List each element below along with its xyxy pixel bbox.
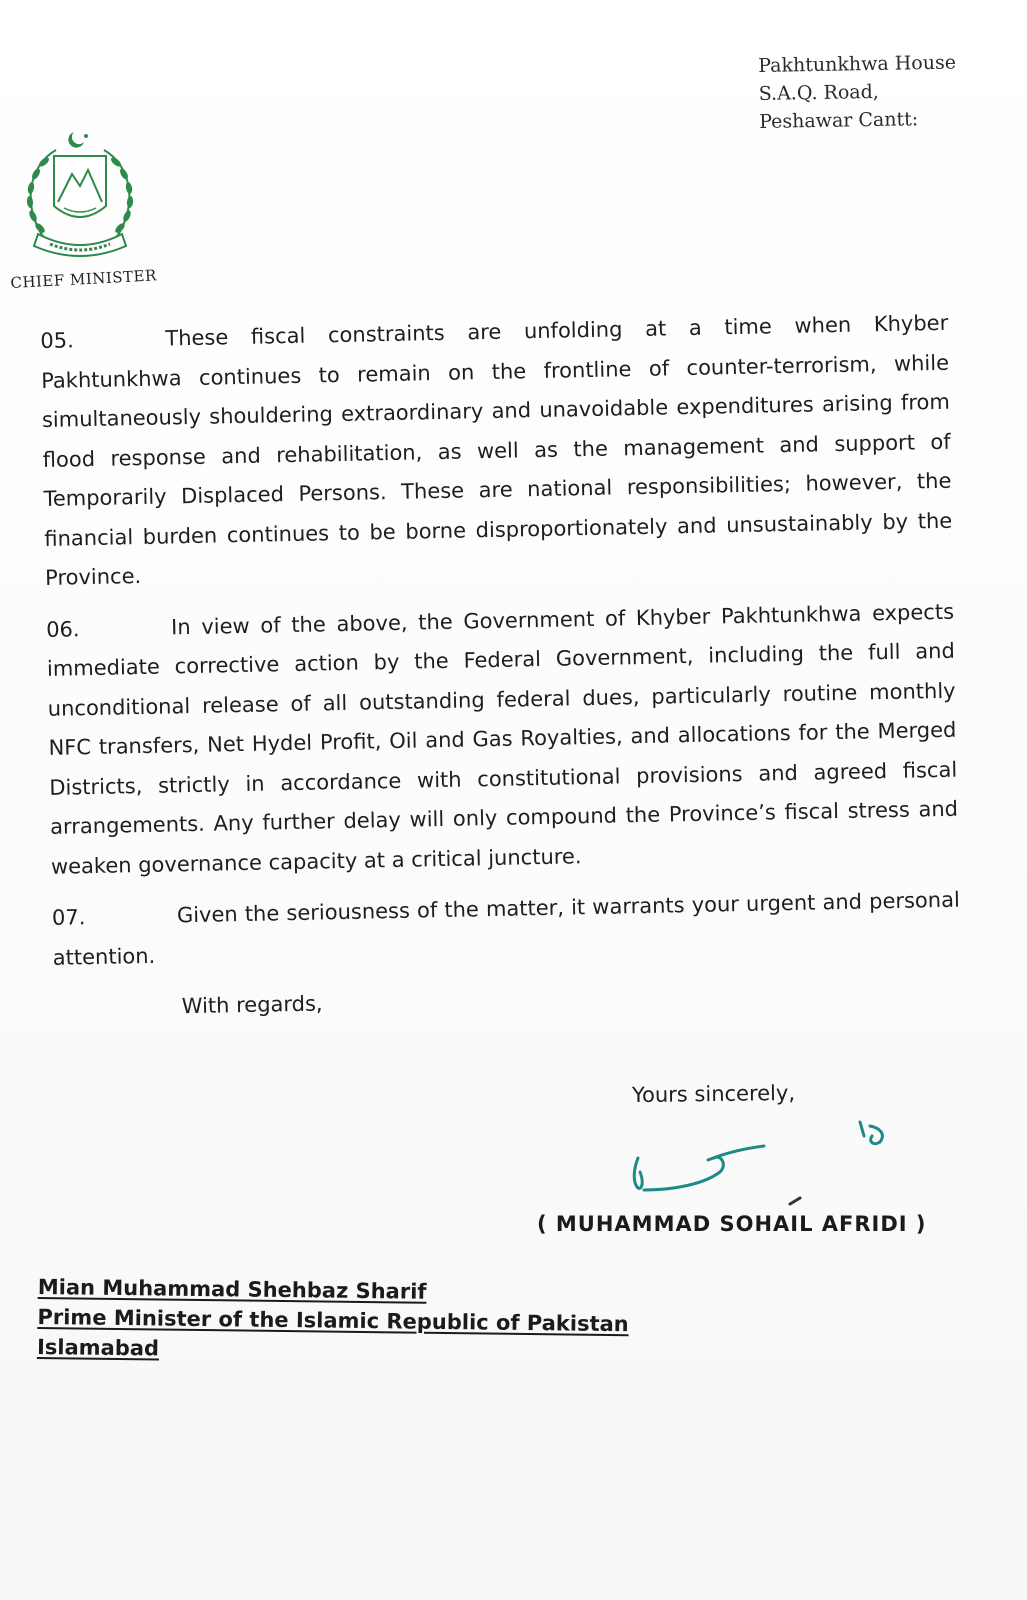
recipient-name: Mian Muhammad Shehbaz Sharif (37, 1274, 427, 1304)
address-line-3: Peshawar Cantt: (759, 108, 919, 133)
paragraph-text: These fiscal constraints are unfolding at a time when Khyber Pakhtunkhwa continues to remain on the frontline of counter-terrorism, while simultaneously shouldering extraordinary and unavoidable expenditures arising from flood response and rehabilitation, as well as the management and support of Temporarily Displaced Persons. These are national responsibilities; however, the financial burden continues to be borne disproportionately and unsustainably by the Province. (40, 310, 953, 590)
paragraph-06 (46, 592, 959, 887)
address-line-2: S.A.Q. Road, (758, 80, 880, 105)
closing-regards: With regards, (181, 991, 323, 1019)
paragraph-07 (52, 881, 961, 978)
paragraph-text: In view of the above, the Government of Khyber Pakhtunkhwa expects immediate corrective action by the Federal Government, including the full and unconditional release of all outstanding federal dues, particularly routine monthly NFC transfers, Net Hydel Profit, Oil and Gas Royalties, and allocations for the Merged Districts, strictly in accordance with constitutional provisions and agreed fiscal arrangements. Any further delay will only compound the Province’s fiscal stress and weaken governance capacity at a critical juncture. (46, 599, 959, 879)
paragraph-text: Given the seriousness of the matter, it warrants your urgent and personal attention. (52, 887, 961, 970)
paragraph-number: 07. (51, 905, 86, 930)
signer-name: ( MUHAMMAD SOHAIL AFRIDI ) (537, 1212, 927, 1236)
recipient-block (37, 1272, 629, 1369)
handwritten-signature (624, 1112, 904, 1212)
paragraph-05 (40, 304, 953, 599)
provincial-emblem-icon (14, 128, 146, 262)
letterhead-address (758, 49, 957, 136)
closing-sincerely: Yours sincerely, (631, 1080, 796, 1108)
office-title: CHIEF MINISTER (10, 266, 158, 292)
paragraph-number: 05. (40, 328, 75, 353)
recipient-city: Islamabad (36, 1334, 160, 1361)
paragraph-number: 06. (45, 616, 80, 642)
letter-body (40, 304, 962, 1030)
address-line-1: Pakhtunkhwa House (758, 51, 957, 77)
recipient-designation: Prime Minister of the Islamic Republic of Pakistan (37, 1304, 629, 1337)
